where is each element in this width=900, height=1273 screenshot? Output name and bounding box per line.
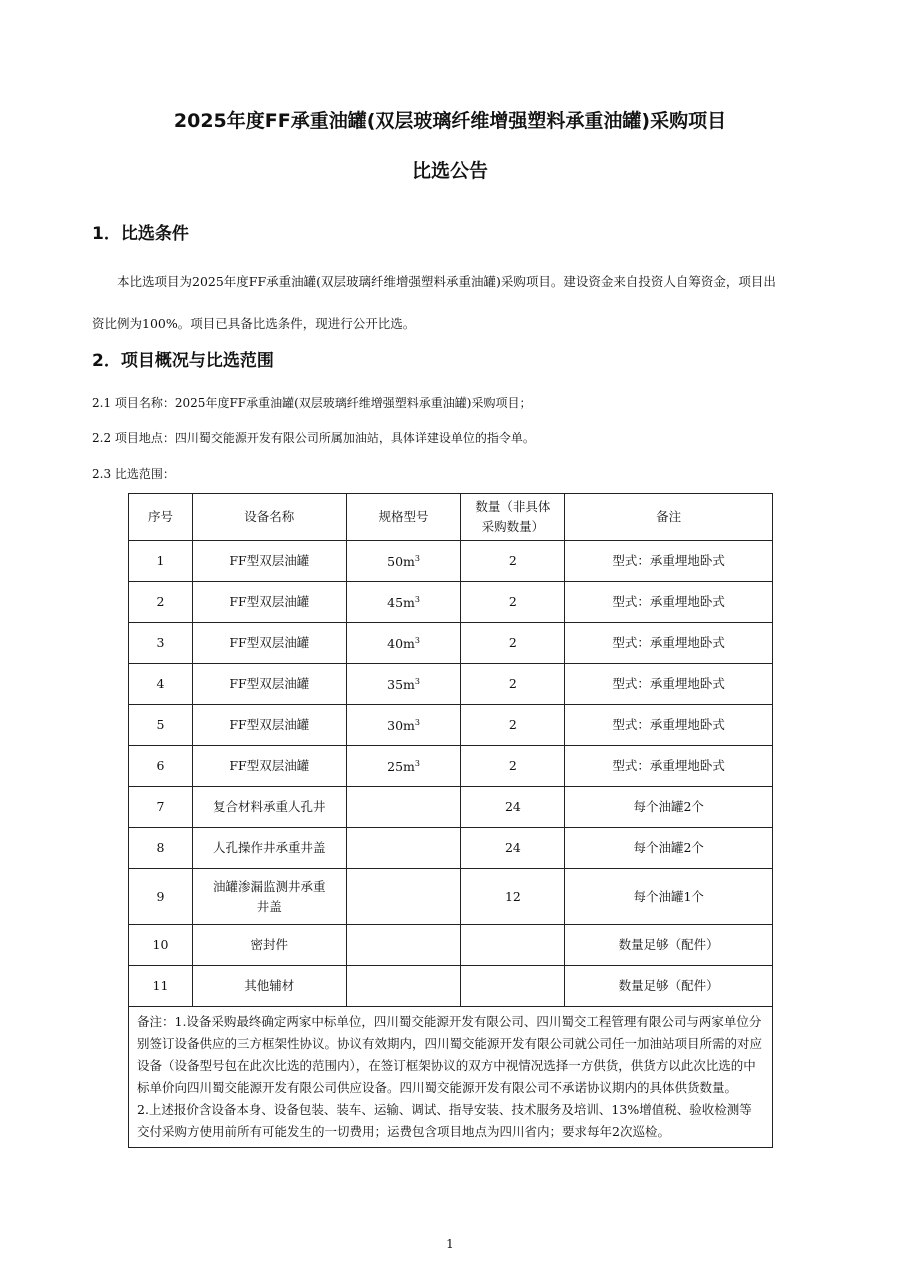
header-no: 序号 xyxy=(129,494,193,541)
table-row xyxy=(129,925,773,966)
row-name: FF型双层油罐 xyxy=(192,582,346,623)
header-qty xyxy=(461,494,565,541)
row-qty: 2 xyxy=(461,705,565,746)
row-name: FF型双层油罐 xyxy=(192,705,346,746)
page-number: 1 xyxy=(446,1237,454,1251)
row-spec xyxy=(346,828,461,869)
document-subtitle: 比选公告 xyxy=(411,160,488,182)
note-1: 备注：1.设备采购最终确定两家中标单位，四川蜀交能源开发有限公司、四川蜀交工程管理有限公司与两家单位分别签订设备供应的三方框架性协议。协议有效期内，四川蜀交能源开发有限公司就公司任一加油站项目所需的对应设备（设备型号包在此次比选的范围内），在签订框架协议的双方中视情况选择一方供货，供货方以此次比选的中标单价向四川蜀交能源开发有限公司供应设备。四川蜀交能源开发有限公司不承诺协议期内的具体供货数量。 xyxy=(137,1014,763,1095)
row-qty xyxy=(461,925,565,966)
section-1-paragraph-line-2: 资比例为100%。项目已具备比选条件，现进行公开比选。 xyxy=(92,316,416,331)
row-qty: 2 xyxy=(461,582,565,623)
table-notes-row xyxy=(129,1007,773,1148)
header-qty-line-1: 数量（非具体 xyxy=(475,499,551,514)
table-row xyxy=(129,966,773,1007)
note-2: 2.上述报价含设备本身、设备包装、装车、运输、调试、指导安装、技术服务及培训、13%增值税、验收检测等交付采购方使用前所有可能发生的一切费用；运费包含项目地点为四川省内；要求每年2次巡检。 xyxy=(137,1102,752,1139)
row-spec: $30m^3$ xyxy=(346,705,461,746)
row-spec xyxy=(346,925,461,966)
row-remark: 每个油罐2个 xyxy=(565,828,773,869)
row-spec xyxy=(346,787,461,828)
row-qty: 24 xyxy=(461,828,565,869)
document-title: 2025年度FF承重油罐(双层玻璃纤维增强塑料承重油罐)采购项目 xyxy=(173,110,727,132)
section-1-paragraph-line-1: 本比选项目为2025年度FF承重油罐(双层玻璃纤维增强塑料承重油罐)采购项目。建设资金来自投资人自筹资金，项目出 xyxy=(117,274,776,289)
section-2-item-3: 2.3 比选范围： xyxy=(92,467,175,481)
row-spec: $35m^3$ xyxy=(346,664,461,705)
row-name: 人孔操作井承重井盖 xyxy=(192,828,346,869)
row-no: 9 xyxy=(129,869,193,925)
table-row xyxy=(129,664,773,705)
table-header-row xyxy=(129,494,773,541)
row-name: FF型双层油罐 xyxy=(192,541,346,582)
row-no: 3 xyxy=(129,623,193,664)
table-row xyxy=(129,869,773,925)
header-name: 设备名称 xyxy=(192,494,346,541)
procurement-scope-table xyxy=(128,493,773,1148)
row-remark: 型式：承重埋地卧式 xyxy=(565,705,773,746)
table-row xyxy=(129,746,773,787)
table-row xyxy=(129,828,773,869)
row-spec: $40m^3$ xyxy=(346,623,461,664)
row-spec xyxy=(346,869,461,925)
section-2-heading: 2．项目概况与比选范围 xyxy=(92,351,274,371)
row-name: 复合材料承重人孔井 xyxy=(192,787,346,828)
row-spec xyxy=(346,966,461,1007)
row-no: 10 xyxy=(129,925,193,966)
row-name: FF型双层油罐 xyxy=(192,664,346,705)
row-qty: 2 xyxy=(461,541,565,582)
row-remark: 型式：承重埋地卧式 xyxy=(565,664,773,705)
row-name: 其他辅材 xyxy=(192,966,346,1007)
row-no: 11 xyxy=(129,966,193,1007)
table-row xyxy=(129,705,773,746)
row-spec: $45m^3$ xyxy=(346,582,461,623)
row-remark: 型式：承重埋地卧式 xyxy=(565,623,773,664)
row-remark: 每个油罐1个 xyxy=(565,869,773,925)
row-remark: 数量足够（配件） xyxy=(565,966,773,1007)
row-spec: $50m^3$ xyxy=(346,541,461,582)
row-no: 4 xyxy=(129,664,193,705)
row-no: 2 xyxy=(129,582,193,623)
row-qty: 2 xyxy=(461,623,565,664)
header-remark: 备注 xyxy=(565,494,773,541)
row-qty xyxy=(461,966,565,1007)
row-no: 8 xyxy=(129,828,193,869)
header-qty-line-2: 采购数量） xyxy=(481,519,545,534)
row-no: 7 xyxy=(129,787,193,828)
row-spec: $25m^3$ xyxy=(346,746,461,787)
row-remark: 型式：承重埋地卧式 xyxy=(565,541,773,582)
row-qty: 2 xyxy=(461,746,565,787)
row-name: 油罐渗漏监测井承重 井盖 xyxy=(192,869,346,925)
row-remark: 型式：承重埋地卧式 xyxy=(565,746,773,787)
row-name: FF型双层油罐 xyxy=(192,746,346,787)
section-1-heading: 1．比选条件 xyxy=(92,224,189,244)
row-remark: 每个油罐2个 xyxy=(565,787,773,828)
table-row xyxy=(129,582,773,623)
row-no: 1 xyxy=(129,541,193,582)
row-qty: 24 xyxy=(461,787,565,828)
table-row xyxy=(129,541,773,582)
table-row xyxy=(129,787,773,828)
section-2-item-1: 2.1 项目名称：2025年度FF承重油罐(双层玻璃纤维增强塑料承重油罐)采购项目； xyxy=(92,396,532,410)
row-name: FF型双层油罐 xyxy=(192,623,346,664)
table-notes xyxy=(129,1007,773,1148)
row-name: 密封件 xyxy=(192,925,346,966)
row-no: 5 xyxy=(129,705,193,746)
table-row xyxy=(129,623,773,664)
section-2-item-2: 2.2 项目地点：四川蜀交能源开发有限公司所属加油站，具体详建设单位的指令单。 xyxy=(92,431,535,445)
row-qty: 12 xyxy=(461,869,565,925)
row-no: 6 xyxy=(129,746,193,787)
header-spec: 规格型号 xyxy=(346,494,461,541)
row-remark: 数量足够（配件） xyxy=(565,925,773,966)
row-qty: 2 xyxy=(461,664,565,705)
row-remark: 型式：承重埋地卧式 xyxy=(565,582,773,623)
